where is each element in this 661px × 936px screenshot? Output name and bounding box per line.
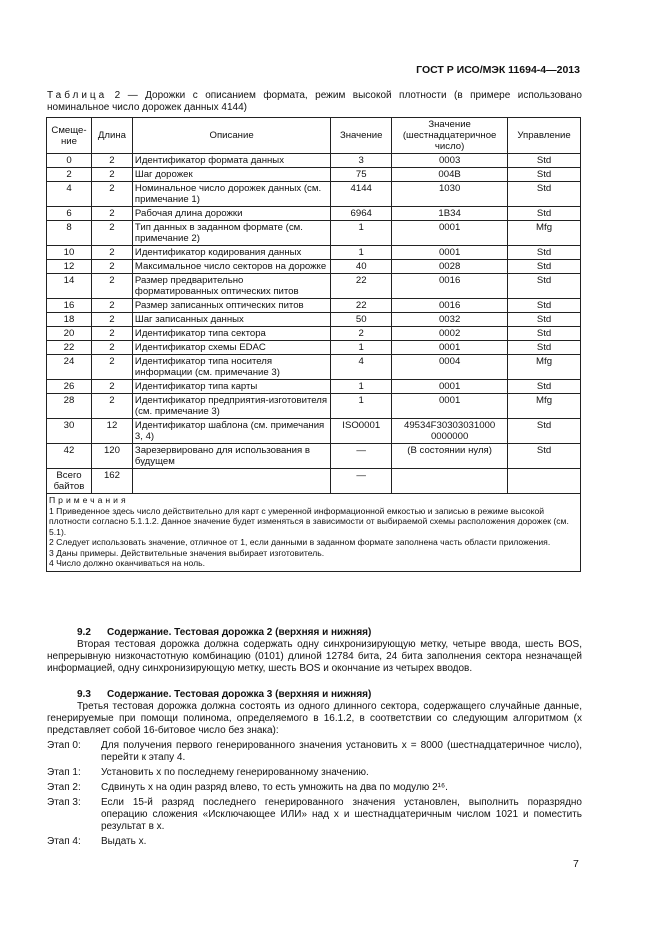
table-row	[47, 355, 581, 380]
algorithm-step	[47, 797, 582, 833]
table-cell: Шаг дорожек	[132, 168, 330, 182]
table-cell: Всего байтов	[47, 469, 92, 494]
table-row	[47, 313, 581, 327]
table-body	[47, 154, 581, 572]
table-cell: 120	[91, 444, 132, 469]
table-cell: 1	[331, 380, 392, 394]
section-heading	[47, 627, 582, 639]
table-cell: 26	[47, 380, 92, 394]
table-cell: —	[331, 444, 392, 469]
step-text: Сдвинуть x на один разряд влево, то есть умножить на два по модулю 2¹⁶.	[101, 782, 448, 793]
table-cell: —	[331, 469, 392, 494]
table-cell: 2	[91, 394, 132, 419]
table-cell: 1	[331, 246, 392, 260]
column-header: Управление	[508, 118, 581, 154]
table-cell: 0032	[392, 313, 508, 327]
table-total-row	[47, 469, 581, 494]
step-text: Если 15-й разряд последнего генерированного значения установлен, выполнить поразрядно операцию сложения «Исключающее ИЛИ» над x и шестнадцатеричным числом 1021 и поместить результат в x.	[101, 797, 582, 832]
document-header: ГОСТ Р ИСО/МЭК 11694-4—2013	[416, 64, 580, 76]
table-row	[47, 221, 581, 246]
table-cell: 12	[91, 419, 132, 444]
table-cell: Std	[508, 327, 581, 341]
table-cell: Максимальное число секторов на дорожке	[132, 260, 330, 274]
table-cell: 1	[331, 221, 392, 246]
table-cell: Рабочая длина дорожки	[132, 207, 330, 221]
table-row	[47, 419, 581, 444]
table-row	[47, 341, 581, 355]
algorithm-steps	[47, 740, 582, 848]
table-cell: Размер записанных оптических питов	[132, 299, 330, 313]
section-paragraph: Третья тестовая дорожка должна состоять из одного длинного сектора, содержащего случайные данные, генерируемые при помощи полинома, определяемого в 16.1.2, в соответствии со следующим алгоритмом (x представляет собой 16-битовое число без знака):	[47, 701, 582, 736]
note-item: 1 Приведенное здесь число действительно для карт с умеренной информационной емкостью и записью в режиме высокой плотности согласно 5.1.1.2. Данное значение будет изменяться в зависимости от выбираемой схемы расположения дорожек (см. 5.1).	[49, 505, 569, 537]
table-cell: 6	[47, 207, 92, 221]
section-title: Содержание. Тестовая дорожка 3 (верхняя и нижняя)	[107, 689, 372, 700]
table-cell: Идентификатор типа сектора	[132, 327, 330, 341]
table-cell: Идентификатор схемы EDAC	[132, 341, 330, 355]
table-cell: Std	[508, 274, 581, 299]
table-cell: 0016	[392, 299, 508, 313]
step-label: Этап 2:	[47, 782, 81, 793]
algorithm-step	[47, 782, 582, 794]
table-cell: Std	[508, 444, 581, 469]
step-label: Этап 1:	[47, 767, 81, 778]
table-cell: Std	[508, 299, 581, 313]
section-9-2	[47, 627, 582, 675]
table-cell: Шаг записанных данных	[132, 313, 330, 327]
table-cell: 28	[47, 394, 92, 419]
table-cell: Mfg	[508, 355, 581, 380]
table-row	[47, 246, 581, 260]
notes-title: Примечания	[49, 495, 129, 505]
table-cell: Идентификатор типа носителя информации (см. примечание 3)	[132, 355, 330, 380]
table-cell: 42	[47, 444, 92, 469]
table-cell: 2	[91, 299, 132, 313]
table-cell: 8	[47, 221, 92, 246]
column-header: Значение (шестнадцатеричное число)	[392, 118, 508, 154]
table-cell: Std	[508, 313, 581, 327]
section-9-3	[47, 689, 582, 848]
table-cell: 0001	[392, 341, 508, 355]
column-header: Описание	[132, 118, 330, 154]
table-cell: Std	[508, 341, 581, 355]
table-cell: 24	[47, 355, 92, 380]
table-cell: 22	[47, 341, 92, 355]
table-cell: 2	[91, 260, 132, 274]
table-row	[47, 168, 581, 182]
table-cell: Std	[508, 168, 581, 182]
table-cell: 1030	[392, 182, 508, 207]
step-label: Этап 3:	[47, 797, 81, 808]
table-cell: 6964	[331, 207, 392, 221]
table-caption-text: 2 — Дорожки с описанием формата, режим высокой плотности (в примере использовано номинальное число дорожек данных 4144)	[47, 90, 582, 113]
table-cell: 0	[47, 154, 92, 168]
table-cell: 75	[331, 168, 392, 182]
section-paragraph: Вторая тестовая дорожка должна содержать одну синхронизирующую метку, четыре ввода, шесть BOS, непрерывную низкочастотную комбинацию (0101) длиной 12784 бита, 24 бита заполнения сектора незначащей информацией, одну синхронизирующую метку, шесть BOS и окончание из четырех вводов.	[47, 639, 582, 674]
step-text: Установить x по последнему генерированному значению.	[101, 767, 369, 778]
table-cell: 2	[91, 327, 132, 341]
table-header-row	[47, 118, 581, 154]
table-cell: 2	[91, 274, 132, 299]
table-cell: 3	[331, 154, 392, 168]
section-number: 9.2	[77, 627, 91, 638]
table-cell: (В состоянии нуля)	[392, 444, 508, 469]
table-row	[47, 260, 581, 274]
step-label: Этап 4:	[47, 836, 81, 847]
table-cell: 12	[47, 260, 92, 274]
table-cell: 50	[331, 313, 392, 327]
page-number: 7	[573, 858, 579, 870]
table-cell: 0016	[392, 274, 508, 299]
table-cell: 2	[91, 380, 132, 394]
note-item: 4 Число должно оканчиваться на ноль.	[49, 558, 206, 568]
table-cell: Std	[508, 182, 581, 207]
table-cell: 0004	[392, 355, 508, 380]
table-cell: 22	[331, 299, 392, 313]
table-cell: 16	[47, 299, 92, 313]
table-cell: Идентификатор предприятия-изготовителя (см. примечание 3)	[132, 394, 330, 419]
table-cell: 2	[91, 313, 132, 327]
table-row	[47, 207, 581, 221]
column-header: Смеще-ние	[47, 118, 92, 154]
table-cell: Std	[508, 154, 581, 168]
table-cell: 0001	[392, 380, 508, 394]
table-row	[47, 444, 581, 469]
table-cell: 2	[91, 341, 132, 355]
table-cell: 4	[331, 355, 392, 380]
table-cell: 162	[91, 469, 132, 494]
table-row	[47, 394, 581, 419]
table-cell: 004B	[392, 168, 508, 182]
table-cell: 30	[47, 419, 92, 444]
table-cell: 18	[47, 313, 92, 327]
table-cell: 10	[47, 246, 92, 260]
step-label: Этап 0:	[47, 740, 81, 751]
table-cell: 4	[47, 182, 92, 207]
table-cell: Идентификатор шаблона (см. примечания 3, 4)	[132, 419, 330, 444]
table-cell: 2	[91, 221, 132, 246]
table-cell: 0028	[392, 260, 508, 274]
table-cell: 2	[331, 327, 392, 341]
algorithm-step	[47, 740, 582, 764]
table-cell: Std	[508, 380, 581, 394]
table-notes	[47, 494, 581, 572]
table-cell: Mfg	[508, 221, 581, 246]
note-item: 3 Даны примеры. Действительные значения выбирает изготовитель.	[49, 547, 325, 558]
table-cell: Mfg	[508, 394, 581, 419]
table-cell: 14	[47, 274, 92, 299]
table-cell: 49534F30303031000 0000000	[392, 419, 508, 444]
step-text: Для получения первого генерированного значения установить x = 8000 (шестнадцатеричное число), перейти к этапу 4.	[101, 740, 582, 763]
table-cell	[392, 469, 508, 494]
table-row	[47, 327, 581, 341]
table-cell: 1	[331, 341, 392, 355]
table-cell: 22	[331, 274, 392, 299]
table-cell: Зарезервировано для использования в будущем	[132, 444, 330, 469]
table-cell: Std	[508, 246, 581, 260]
table-cell: Идентификатор типа карты	[132, 380, 330, 394]
format-tracks-table	[46, 117, 581, 572]
table-cell: Std	[508, 207, 581, 221]
table-cell: Идентификатор кодирования данных	[132, 246, 330, 260]
table-row	[47, 182, 581, 207]
table-cell: 0002	[392, 327, 508, 341]
step-text: Выдать x.	[101, 836, 147, 847]
table-row	[47, 274, 581, 299]
table-caption-word: Таблица	[47, 90, 108, 101]
table-cell: 0003	[392, 154, 508, 168]
table-cell: 0001	[392, 394, 508, 419]
table-cell: 2	[91, 182, 132, 207]
table-row	[47, 299, 581, 313]
table-cell: 2	[47, 168, 92, 182]
table-caption	[47, 90, 582, 114]
table-cell: Номинальное число дорожек данных (см. примечание 1)	[132, 182, 330, 207]
note-item: 2 Следует использовать значение, отличное от 1, если данными в заданном формате заполнена часть области приложения.	[49, 537, 551, 547]
table-cell: 2	[91, 355, 132, 380]
algorithm-step	[47, 767, 582, 779]
table-cell: 4144	[331, 182, 392, 207]
section-number: 9.3	[77, 689, 91, 700]
table-cell: 2	[91, 154, 132, 168]
table-cell: 2	[91, 246, 132, 260]
column-header: Значение	[331, 118, 392, 154]
table-cell: 0001	[392, 246, 508, 260]
column-header: Длина	[91, 118, 132, 154]
table-cell: 1B34	[392, 207, 508, 221]
table-cell: Размер предварительно форматированных оптических питов	[132, 274, 330, 299]
table-cell: 0001	[392, 221, 508, 246]
table-cell: Std	[508, 260, 581, 274]
table-cell: 40	[331, 260, 392, 274]
table-row	[47, 380, 581, 394]
table-cell: ISO0001	[331, 419, 392, 444]
table-cell	[508, 469, 581, 494]
table-cell: 2	[91, 207, 132, 221]
table-cell: Идентификатор формата данных	[132, 154, 330, 168]
table-cell: 2	[91, 168, 132, 182]
algorithm-step	[47, 836, 582, 848]
table-cell	[132, 469, 330, 494]
table-cell: Тип данных в заданном формате (см. примечание 2)	[132, 221, 330, 246]
table-notes-row	[47, 494, 581, 572]
section-heading	[47, 689, 582, 701]
table-cell: Std	[508, 419, 581, 444]
table-cell: 20	[47, 327, 92, 341]
table-row	[47, 154, 581, 168]
table-cell: 1	[331, 394, 392, 419]
section-title: Содержание. Тестовая дорожка 2 (верхняя и нижняя)	[107, 627, 372, 638]
